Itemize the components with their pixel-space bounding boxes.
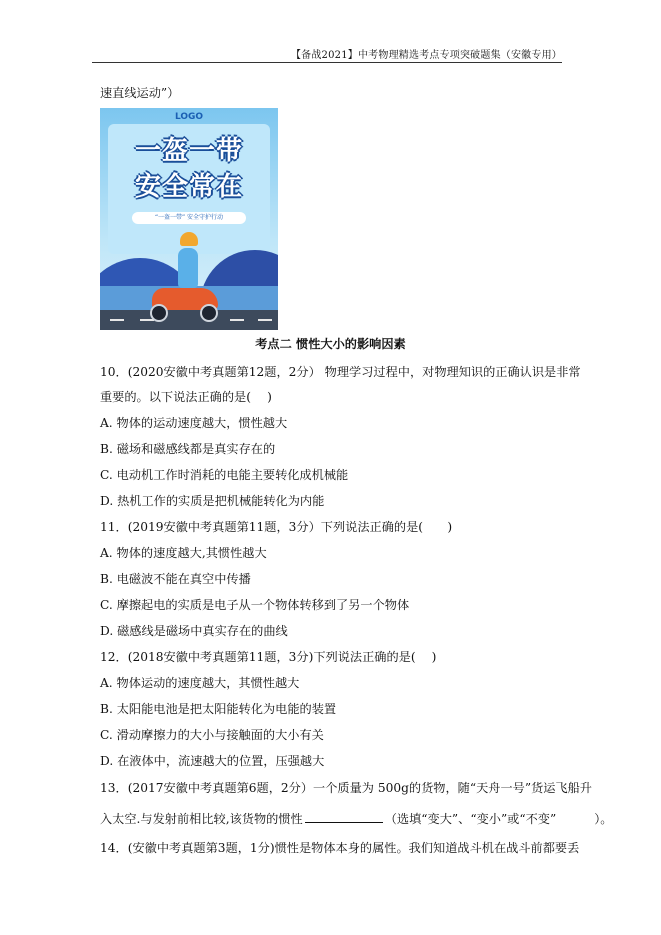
poster-subtitle: “一盔一带” 安全守护行动 — [132, 212, 246, 224]
wheel-icon — [200, 304, 218, 322]
q12-option-d: D. 在液体中，流速越大的位置，压强越大 — [100, 754, 325, 768]
q12-option-b: B. 太阳能电池是把太阳能转化为电能的装置 — [100, 702, 337, 716]
road-stripe — [230, 319, 244, 321]
q11-option-b: B. 电磁波不能在真空中传播 — [100, 572, 251, 586]
helmet-icon — [180, 232, 198, 246]
answer-blank[interactable] — [305, 810, 383, 823]
poster-headline-1: 一盔一带 — [134, 136, 243, 166]
q12-stem: 12．(2018安徽中考真题第11题，3分)下列说法正确的是( ) — [100, 650, 437, 664]
page-header: 【备战2021】中考物理精选考点专项突破题集（安徽专用） — [290, 50, 562, 61]
q13-stem-line1: 13．(2017安徽中考真题第6题，2分）一个质量为 500g的货物，随“天舟一号”货运飞船升 — [100, 781, 592, 795]
header-rule — [92, 62, 562, 63]
q12-option-a: A. 物体运动的速度越大，其惯性越大 — [100, 676, 300, 690]
q14-stem: 14．(安徽中考真题第3题，1分)惯性是物体本身的属性。我们知道战斗机在战斗前都要丢 — [100, 841, 580, 855]
wheel-icon — [150, 304, 168, 322]
q10-stem-line2: 重要的。以下说法正确的是( ) — [100, 390, 272, 404]
q13-text-b: （选填“变大”、“变小”或“不变” — [384, 812, 557, 826]
q11-option-d: D. 磁感线是磁场中真实存在的曲线 — [100, 624, 288, 638]
q12-option-c: C. 滑动摩擦力的大小与接触面的大小有关 — [100, 728, 324, 742]
poster-rider — [178, 248, 198, 288]
q10-option-c: C. 电动机工作时消耗的电能主要转化成机械能 — [100, 468, 349, 482]
q10-option-a: A. 物体的运动速度越大，惯性越大 — [100, 416, 288, 430]
q10-stem-line1: 10．(2020安徽中考真题第12题，2分） 物理学习过程中，对物理知识的正确认识是非常 — [100, 365, 581, 379]
q13-text-c: ）。 — [594, 812, 613, 826]
q11-stem: 11．(2019安徽中考真题第11题，3分）下列说法正确的是( ) — [100, 520, 453, 534]
road-stripe — [258, 319, 272, 321]
section-title: 考点二 惯性大小的影响因素 — [255, 337, 406, 351]
poster-headline-2: 安全常在 — [134, 172, 243, 202]
q10-option-d: D. 热机工作的实质是把机械能转化为内能 — [100, 494, 325, 508]
q10-option-b: B. 磁场和磁感线都是真实存在的 — [100, 442, 276, 456]
q11-option-a: A. 物体的速度越大,其惯性越大 — [100, 546, 267, 560]
road-stripe — [110, 319, 124, 321]
q13-text-a: 入太空.与发射前相比较,该货物的惯性 — [100, 812, 303, 826]
poster-road — [100, 310, 278, 330]
intro-text: 速直线运动”） — [100, 86, 180, 100]
q13-stem-line2 — [100, 810, 612, 827]
q11-option-c: C. 摩擦起电的实质是电子从一个物体转移到了另一个物体 — [100, 598, 410, 612]
poster-logo: LOGO — [174, 112, 204, 122]
safety-poster-image — [100, 108, 278, 330]
